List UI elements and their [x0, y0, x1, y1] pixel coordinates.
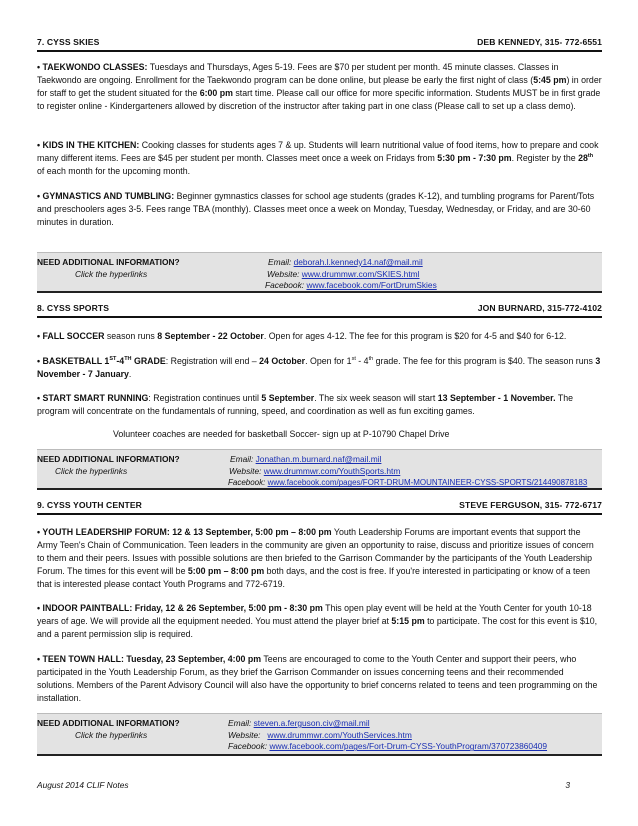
- page-footer: [37, 780, 602, 790]
- info-subtitle: Click the hyperlinks: [75, 268, 148, 279]
- website-link[interactable]: www.drummwr.com/SKIES.html: [301, 268, 420, 279]
- info-title: NEED ADDITIONAL INFORMATION?: [37, 718, 180, 728]
- website-link[interactable]: www.drummwr.com/YouthSports.htm: [263, 465, 401, 476]
- email-link[interactable]: steven.a.ferguson.civ@mail.mil: [253, 718, 370, 728]
- website-link[interactable]: www.drummwr.com/YouthServices.htm: [267, 729, 412, 740]
- running-paragraph: • START SMART RUNNING: Registration continues until 5 September. The six week season will start 13 September - 1 November. The program will concentrate on the fundamentals of running, speed, and coordination as well as fun exciting games.: [37, 393, 574, 417]
- section-contact: DEB KENNEDY, 315- 772-6551: [477, 37, 602, 47]
- taekwondo-paragraph: • TAEKWONDO CLASSES: Tuesdays and Thursdays, Ages 5-19. Fees are $70 per student per month. 45 minute classes. Classes in Taekwondo are ongoing. Enrollment for the Taekwondo program can be done online, but please be early the first night of class (5:45 pm) in order for staff to get the student situated for the 6:00 pm start time. Please call our office for more specific information. Students MUST be in first grade to register online - Kindergarteners allowed by discretion of the instructor after taking part in one class (Please call to set up a class demo).: [37, 62, 602, 112]
- info-title: NEED ADDITIONAL INFORMATION?: [37, 454, 180, 464]
- soccer-paragraph: • FALL SOCCER season runs 8 September - 22 October. Open for ages 4-12. The fee for this program is $20 for 4-5 and $40 for 6-12.: [37, 331, 567, 341]
- gymnastics-paragraph: • GYMNASTICS AND TUMBLING: Beginner gymnastics classes for school age students (grades K-12), and tumbling programs for Parent/Tots and preschoolers ages 3-5. Fees range TBA (monthly). Classes meet once a week on Monday, Tuesday, Wednesday, or Friday, and are 30-60 minutes in duration.: [37, 191, 595, 228]
- paintball-paragraph: • INDOOR PAINTBALL: Friday, 12 & 26 September, 5:00 pm - 8:30 pm This open play event will be held at the Youth Center for youth 10-18 years of age. We will provide all the equipment needed. You must attend the player brief at 5:15 pm to participate. The cost for this event is $10, and a parent permission slip is required.: [37, 603, 598, 640]
- section-8-header: [37, 303, 602, 318]
- facebook-link[interactable]: www.facebook.com/pages/FORT-DRUM-MOUNTAINEER-CYSS-SPORTS/214490878183: [267, 478, 588, 488]
- info-box-sports: NEED ADDITIONAL INFORMATION? Click the hyperlinks Email: Jonathan.m.burnard.naf@mail.mil Website: www.drummwr.com/YouthSports.htm Facebook: www.facebook.com/pages/FORT-DRUM-MOUNTAINEER-CYSS-SPORTS/214490878183: [37, 449, 602, 490]
- info-box-youth-center: NEED ADDITIONAL INFORMATION? Click the hyperlinks Email: steven.a.ferguson.civ@mail.mil Website: www.drummwr.com/YouthServices.htm Facebook: www.facebook.com/pages/Fort-Drum-CYSS-YouthProgram/370723860409: [37, 713, 602, 756]
- basketball-paragraph: • BASKETBALL 1ST-4TH GRADE: Registration will end – 24 October. Open for 1st - 4th grade. The fee for this program is $40. The season runs 3 November - 7 January.: [37, 356, 601, 380]
- facebook-link[interactable]: www.facebook.com/pages/Fort-Drum-CYSS-YouthProgram/370723860409: [269, 741, 548, 752]
- email-link[interactable]: Jonathan.m.burnard.naf@mail.mil: [255, 454, 382, 464]
- section-7-header: [37, 37, 602, 52]
- kitchen-paragraph: • KIDS IN THE KITCHEN: Cooking classes for students ages 7 & up. Students will learn nutritional value of food items, how to prepare and cook many different items. Fees are $45 per student per month. Classes meet once a week on Fridays from 5:30 pm - 7:30 pm. Register by the 28th of each month for the upcoming month.: [37, 140, 599, 177]
- volunteer-note: Volunteer coaches are needed for basketball Soccer- sign up at P-10790 Chapel Drive: [113, 429, 450, 439]
- info-box-skies: NEED ADDITIONAL INFORMATION? Click the hyperlinks Email: deborah.l.kennedy14.naf@mail.mil Website: www.drummwr.com/SKIES.html Facebook: www.facebook.com/FortDrumSkies: [37, 252, 602, 293]
- leadership-forum-paragraph: • YOUTH LEADERSHIP FORUM: 12 & 13 September, 5:00 pm – 8:00 pm Youth Leadership Forums are important events that support the Army Teen's Chain of Communication. Teen leaders in the community are given an opportunity to raise, discuss and prioritize issues of concern to them and their peers. Issues with possible solutions are then briefed to the Garrison Commander by the participants of the Youth Leadership Forum. The times for this event will be 5:00 pm – 8:00 pm both days, and the cost is free. If you're interested in participating or know of a teen that is interested please contact Youth Programs and 772-6719.: [37, 527, 594, 590]
- section-contact: JON BURNARD, 315-772-4102: [477, 303, 602, 313]
- section-contact: STEVE FERGUSON, 315- 772-6717: [459, 500, 602, 510]
- facebook-link[interactable]: www.facebook.com/FortDrumSkies: [306, 280, 437, 291]
- email-link[interactable]: deborah.l.kennedy14.naf@mail.mil: [293, 257, 423, 267]
- section-9-header: [37, 500, 602, 515]
- info-title: NEED ADDITIONAL INFORMATION?: [37, 257, 180, 267]
- info-subtitle: Click the hyperlinks: [55, 465, 128, 476]
- footer-title: August 2014 CLIF Notes: [37, 780, 129, 790]
- section-title: 9. CYSS YOUTH CENTER: [37, 500, 142, 510]
- section-title: 7. CYSS SKIES: [37, 37, 100, 47]
- info-subtitle: Click the hyperlinks: [75, 729, 148, 740]
- town-hall-paragraph: • TEEN TOWN HALL: Tuesday, 23 September, 4:00 pm Teens are encouraged to come to the Youth Center and support their peers, who participated in the Youth Leadership Forum, as they brief the Garrison Commander on issues concerning teens and their recommended solutions. Members of the Parent Advisory Council will also have the opportunity to brief concerns related to teens and teen programming on the installation.: [37, 654, 598, 704]
- page-number: 3: [565, 780, 570, 790]
- section-title: 8. CYSS SPORTS: [37, 303, 110, 313]
